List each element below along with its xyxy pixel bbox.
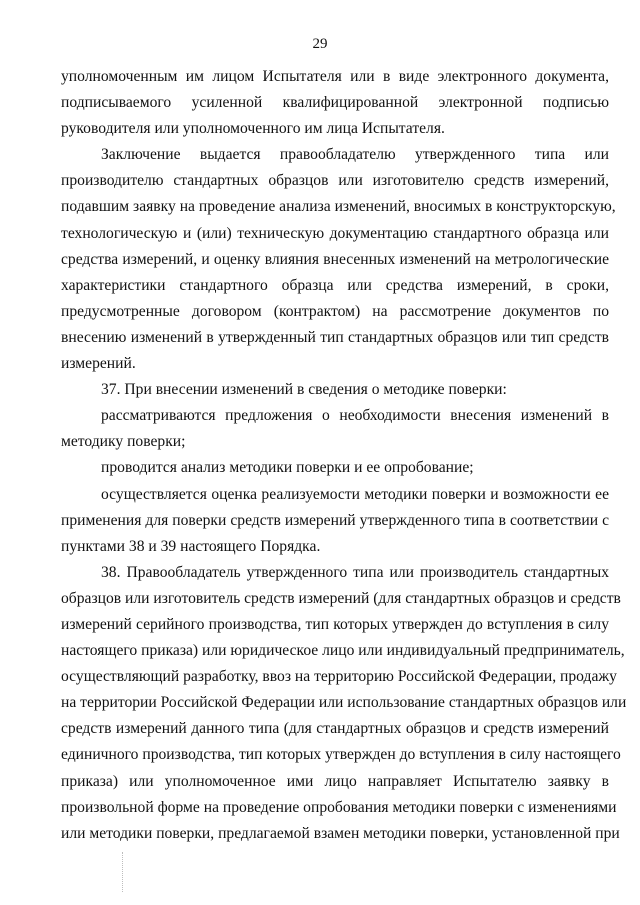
text-line: предусмотренные договором (контрактом) на рассмотрение документов по — [61, 302, 609, 320]
text-line: производителю стандартных образцов или изготовителю средств измерений, — [61, 172, 609, 190]
text-line: 37. При внесении изменений в сведения о методике поверки: — [101, 381, 507, 399]
text-line: средств измерений данного типа (для стандартных образцов и средств измерений — [61, 720, 609, 738]
text-line: или методики поверки, предлагаемой взамен методики поверки, установленной при — [61, 824, 620, 842]
text-line: измерений. — [61, 355, 136, 373]
text-line: на территории Российской Федерации или использование стандартных образцов или — [61, 694, 627, 712]
text-line: пунктами 38 и 39 настоящего Порядка. — [61, 537, 321, 555]
text-line: уполномоченным им лицом Испытателя или в виде электронного документа, — [61, 68, 609, 85]
text-line: средства измерений, и оценку влияния внесенных изменений на метрологические — [61, 250, 609, 268]
text-line: осуществляющий разработку, ввоз на территорию Российской Федерации, продажу — [61, 668, 617, 686]
text-line: характеристики стандартного образца или средства измерений, в сроки, — [61, 276, 609, 294]
document-body — [61, 64, 627, 847]
page-number: 29 — [312, 36, 328, 52]
text-line: руководителя или уполномоченного им лица Испытателя. — [61, 120, 445, 138]
scan-artifact-line — [122, 852, 124, 892]
text-line: подписываемого усиленной квалифицированной электронной подписью — [61, 94, 609, 112]
text-line: Заключение выдается правообладателю утвержденного типа или — [101, 146, 609, 164]
text-line: проводится анализ методики поверки и ее опробование; — [101, 459, 474, 477]
text-line: единичного производства, тип которых утвержден до вступления в силу настоящего — [61, 746, 621, 764]
text-line: произвольной форме на проведение опробования методики поверки с изменениями — [61, 798, 617, 816]
text-line: измерений серийного производства, тип которых утвержден до вступления в силу — [61, 615, 609, 633]
text-line: 38. Правообладатель утвержденного типа или производитель стандартных — [101, 563, 609, 581]
text-line: внесению изменений в утвержденный тип стандартных образцов или тип средств — [61, 328, 609, 346]
text-line: настоящего приказа) или юридическое лицо или индивидуальный предприниматель, — [61, 642, 625, 660]
text-line: рассматриваются предложения о необходимости внесения изменений в — [101, 407, 609, 425]
text-line: осуществляется оценка реализуемости методики поверки и возможности ее — [101, 485, 609, 503]
text-line: методику поверки; — [61, 433, 186, 451]
text-line: образцов или изготовитель средств измерений (для стандартных образцов и средств — [61, 589, 621, 607]
text-line: подавшим заявку на проведение анализа изменений, вносимых в конструкторскую, — [61, 198, 616, 216]
text-line: применения для поверки средств измерений утвержденного типа в соответствии с — [61, 511, 609, 529]
text-line: технологическую и (или) техническую документацию стандартного образца или — [61, 224, 609, 242]
text-line: приказа) или уполномоченное ими лицо направляет Испытателю заявку в — [61, 772, 609, 790]
